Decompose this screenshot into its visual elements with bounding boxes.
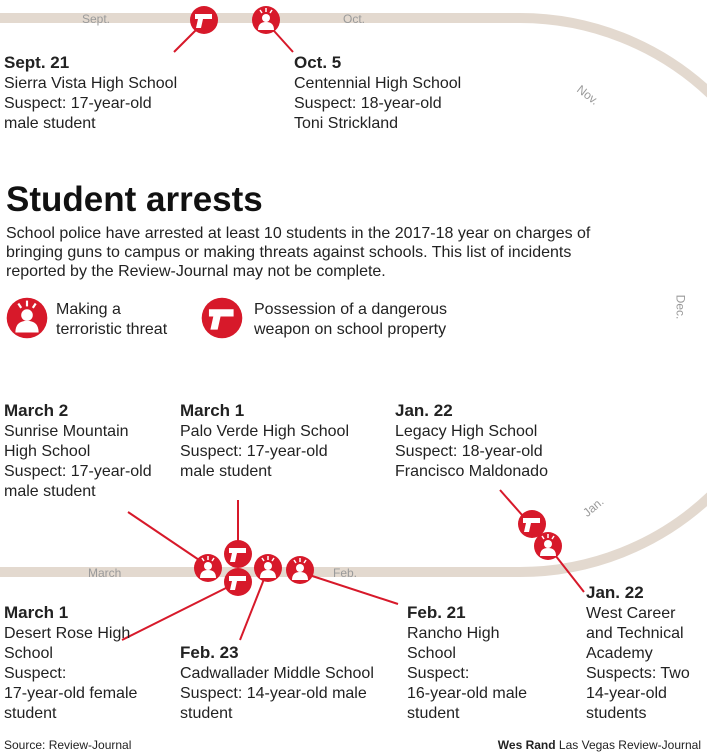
headline: Student arrests [6, 180, 263, 219]
event-school: West Career [586, 605, 676, 622]
event-suspect: Toni Strickland [294, 115, 399, 132]
event-school: High School [4, 443, 91, 460]
event-march2 [4, 400, 152, 502]
event-school: Sunrise Mountain [4, 423, 129, 440]
event-date: Feb. 21 [407, 603, 466, 622]
month-label-sept: Sept. [82, 12, 111, 26]
legend-threat [56, 300, 167, 340]
legend-weapon [254, 300, 447, 340]
event-suspect: Suspect: [4, 665, 67, 682]
event-suspect: Suspect: 14-year-old male [180, 685, 367, 702]
event-school: Academy [586, 645, 653, 662]
threat-icon [286, 556, 314, 584]
intro-text: School police have arrested at least 10 students in the 2017-18 year on charges of bringing guns to campus or making threats against schools. This list of incidents reported by the Review-Journal may not be complete. [6, 225, 591, 280]
leader-march2 [128, 512, 208, 566]
threat-icon [252, 6, 280, 34]
event-suspect: student [407, 705, 460, 722]
event-suspect: 17-year-old female [4, 685, 138, 702]
weapon-icon [224, 568, 252, 596]
event-school: and Technical [586, 625, 684, 642]
legend-weapon-line2: weapon on school property [254, 321, 447, 338]
event-suspect: student [4, 705, 57, 722]
weapon-icon [224, 540, 252, 568]
event-suspect: student [180, 705, 233, 722]
credit-org: Las Vegas Review-Journal [558, 738, 701, 752]
event-suspect: Suspects: Two [586, 665, 690, 682]
leader-march1-dr [122, 582, 238, 640]
event-suspect: male student [4, 483, 96, 500]
event-suspect: male student [180, 463, 272, 480]
event-school: Rancho High [407, 625, 500, 642]
event-feb23 [180, 642, 374, 724]
legend-threat-icon [7, 298, 48, 339]
month-label-nov: Nov. [574, 82, 602, 108]
event-date: Jan. 22 [395, 401, 453, 420]
legend-threat-line1: Making a [56, 301, 121, 318]
legend-weapon-icon [202, 298, 243, 339]
event-school: Legacy High School [395, 423, 538, 440]
event-school: Cadwallader Middle School [180, 665, 374, 682]
event-sept21 [4, 52, 177, 134]
event-date: March 1 [180, 401, 245, 420]
event-suspect: Suspect: 17-year-old [4, 95, 152, 112]
month-label-oct: Oct. [343, 12, 366, 26]
event-march1-palo-verde [180, 400, 349, 482]
month-label-march: March [88, 566, 122, 580]
event-suspect: Suspect: 18-year-old [294, 95, 442, 112]
month-label-jan: Jan. [580, 494, 607, 520]
weapon-icon [190, 6, 218, 34]
event-suspect: Suspect: [407, 665, 470, 682]
event-suspect: 14-year-old [586, 685, 667, 702]
event-suspect: Francisco Maldonado [395, 463, 548, 480]
event-suspect: Suspect: 17-year-old [180, 443, 328, 460]
legend-weapon-line1: Possession of a dangerous [254, 301, 448, 318]
event-school: School [407, 645, 456, 662]
threat-icon [254, 554, 282, 582]
event-jan22-legacy [395, 400, 548, 482]
event-date: March 2 [4, 401, 69, 420]
event-date: March 1 [4, 603, 69, 622]
event-feb21 [407, 602, 527, 724]
event-school: School [4, 645, 53, 662]
legend-threat-line2: terroristic threat [56, 321, 168, 338]
event-suspect: Suspect: 17-year-old [4, 463, 152, 480]
event-suspect: 16-year-old male [407, 685, 528, 702]
event-school: Palo Verde High School [180, 423, 349, 440]
event-date: Feb. 23 [180, 643, 239, 662]
event-march1-desert-rose [4, 602, 137, 724]
month-label-dec: Dec. [673, 294, 688, 320]
event-suspect: Suspect: 18-year-old [395, 443, 543, 460]
event-oct5 [294, 52, 461, 134]
credit-line [498, 738, 701, 752]
threat-icon [194, 554, 222, 582]
event-suspect: students [586, 705, 647, 722]
event-date: Sept. 21 [4, 53, 70, 72]
threat-icon [534, 532, 562, 560]
event-jan22-west-career [586, 582, 690, 724]
event-suspect: male student [4, 115, 96, 132]
source-note: Source: Review-Journal [4, 738, 132, 752]
month-label-feb: Feb. [333, 566, 358, 580]
event-school: Centennial High School [294, 75, 462, 92]
event-date: Oct. 5 [294, 53, 342, 72]
event-school: Sierra Vista High School [4, 75, 178, 92]
credit-name: Wes Rand [497, 738, 556, 752]
event-date: Jan. 22 [586, 583, 644, 602]
event-school: Desert Rose High [4, 625, 131, 642]
